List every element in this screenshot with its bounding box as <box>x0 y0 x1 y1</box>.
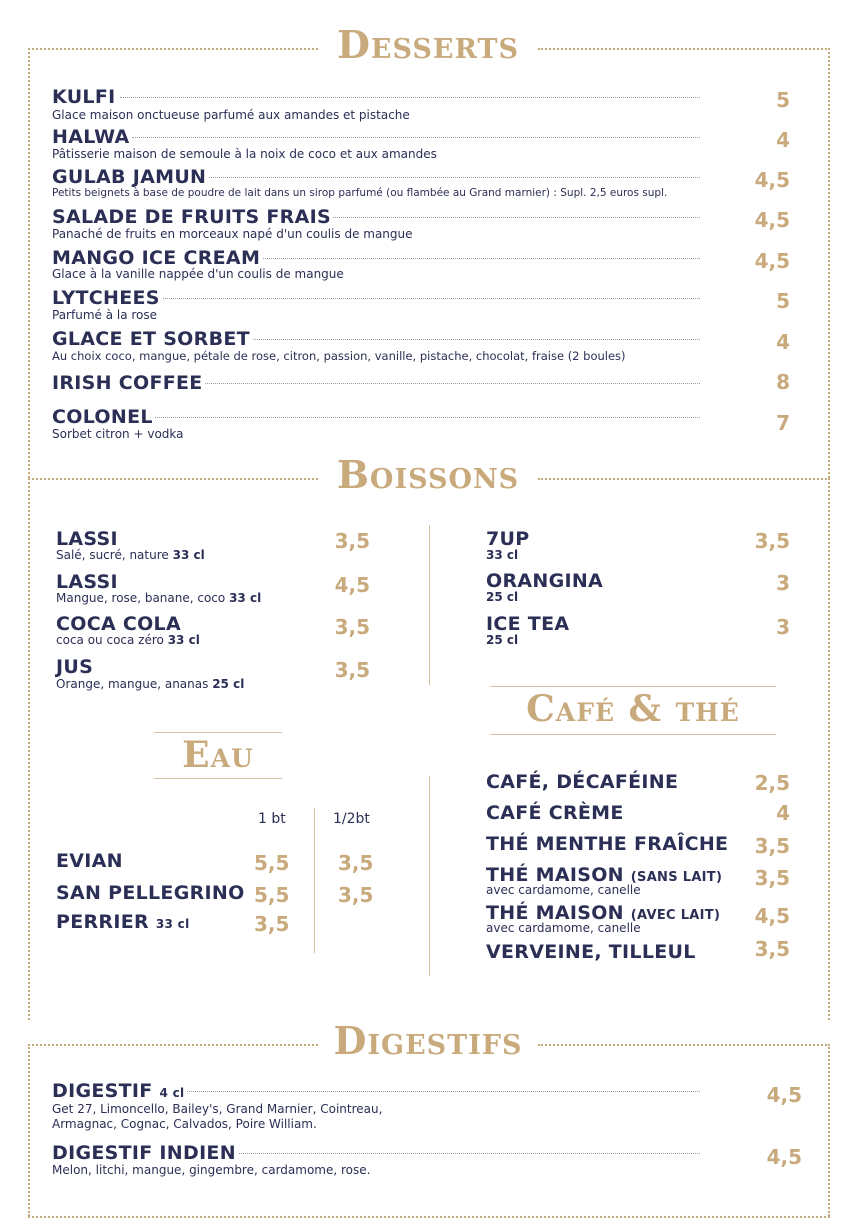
eau-rule-top <box>154 732 282 733</box>
digestif-price: 4,5 <box>766 1145 802 1169</box>
dessert-name: SALADE DE FRUITS FRAIS <box>52 206 331 228</box>
drink-name: JUS <box>56 656 94 678</box>
cafe-price: 4 <box>776 801 790 825</box>
dessert-desc: Petits beignets à base de poudre de lait dans un sirop parfumé (ou flambée au Grand marnier) : Supl. 2,5 euros supl. <box>52 187 668 199</box>
cafe-price: 2,5 <box>754 771 790 795</box>
dessert-name: IRISH COFFEE <box>52 372 203 394</box>
drink-desc: coca ou coca zéro 33 cl <box>56 633 200 647</box>
eau-rule-bottom <box>154 778 282 779</box>
dessert-price: 4,5 <box>754 208 790 232</box>
dessert-price: 5 <box>776 289 790 313</box>
eau-col-header: 1 bt <box>258 811 286 827</box>
section-title-digestifs: Digestifs <box>318 1018 538 1063</box>
digestif-name: DIGESTIF INDIEN <box>52 1142 236 1164</box>
drink-price: 3,5 <box>754 529 790 553</box>
dessert-name: LYTCHEES <box>52 287 160 309</box>
dessert-name: COLONEL <box>52 406 153 428</box>
dessert-desc: Glace maison onctueuse parfumé aux amandes et pistache <box>52 108 410 122</box>
drink-name: ICE TEA <box>486 613 570 635</box>
digestif-price: 4,5 <box>766 1083 802 1107</box>
dessert-desc: Glace à la vanille nappée d'un coulis de mangue <box>52 267 344 281</box>
dessert-price: 7 <box>776 411 790 435</box>
dessert-price: 4,5 <box>754 168 790 192</box>
section-title-eau: Eau <box>182 734 254 776</box>
drink-name: LASSI <box>56 571 118 593</box>
water-name: PERRIER 33 cl <box>56 911 190 933</box>
cafe-divider <box>429 776 430 976</box>
drink-volume: 33 cl <box>486 548 519 562</box>
eau-divider <box>314 808 315 953</box>
cafe-price: 3,5 <box>754 937 790 961</box>
drink-name: LASSI <box>56 528 118 550</box>
dessert-desc: Parfumé à la rose <box>52 308 158 322</box>
section-title-cafe: Café & thé <box>526 688 740 730</box>
cafe-name: THÉ MENTHE FRAÎCHE <box>486 833 729 855</box>
drink-name: 7UP <box>486 528 530 550</box>
drink-name: ORANGINA <box>486 570 604 592</box>
drink-desc: Orange, mangue, ananas 25 cl <box>56 677 245 691</box>
digestif-desc: Get 27, Limoncello, Bailey's, Grand Marnier, Cointreau, <box>52 1102 383 1116</box>
dessert-price: 4,5 <box>754 249 790 273</box>
boissons-divider <box>429 525 430 685</box>
dessert-desc: Sorbet citron + vodka <box>52 427 184 441</box>
cafe-name: THÉ MAISON (AVEC LAIT) <box>486 902 721 924</box>
section-title-desserts: Desserts <box>318 22 538 67</box>
drink-price: 3,5 <box>334 529 370 553</box>
eau-col-header: 1/2bt <box>333 811 370 827</box>
dessert-price: 4 <box>776 128 790 152</box>
drink-desc: Salé, sucré, nature 33 cl <box>56 548 205 562</box>
water-price-half: 3,5 <box>338 883 374 907</box>
dessert-name: GULAB JAMUN <box>52 166 207 188</box>
dessert-price: 8 <box>776 370 790 394</box>
dessert-desc: Panaché de fruits en morceaux napé d'un coulis de mangue <box>52 227 413 241</box>
cafe-price: 4,5 <box>754 904 790 928</box>
water-price-bottle: 3,5 <box>254 912 290 936</box>
water-name: EVIAN <box>56 850 123 872</box>
dessert-name: KULFI <box>52 86 116 108</box>
cafe-name: THÉ MAISON (SANS LAIT) <box>486 864 723 886</box>
drink-desc: Mangue, rose, banane, coco 33 cl <box>56 591 262 605</box>
drink-price: 4,5 <box>334 573 370 597</box>
digestif-desc: Armagnac, Cognac, Calvados, Poire William. <box>52 1117 317 1131</box>
digestif-desc: Melon, litchi, mangue, gingembre, cardamome, rose. <box>52 1163 371 1177</box>
dessert-name: MANGO ICE CREAM <box>52 247 261 269</box>
digestif-name: DIGESTIF 4 cl <box>52 1080 185 1102</box>
cafe-rule-top <box>490 686 776 687</box>
dessert-desc: Au choix coco, mangue, pétale de rose, citron, passion, vanille, pistache, chocolat, fraise (2 boules) <box>52 349 626 363</box>
drink-price: 3,5 <box>334 615 370 639</box>
dessert-name: GLACE ET SORBET <box>52 328 250 350</box>
section-title-boissons: Boissons <box>318 452 538 497</box>
cafe-name: CAFÉ, DÉCAFÉINE <box>486 771 679 793</box>
drink-volume: 25 cl <box>486 633 519 647</box>
cafe-price: 3,5 <box>754 866 790 890</box>
cafe-rule-bottom <box>490 734 776 735</box>
drink-price: 3 <box>776 571 790 595</box>
drink-name: COCA COLA <box>56 613 181 635</box>
cafe-desc: avec cardamome, canelle <box>486 921 641 935</box>
cafe-name: VERVEINE, TILLEUL <box>486 941 696 963</box>
dessert-price: 4 <box>776 330 790 354</box>
dessert-desc: Pâtisserie maison de semoule à la noix de coco et aux amandes <box>52 147 437 161</box>
cafe-price: 3,5 <box>754 834 790 858</box>
cafe-name: CAFÉ CRÈME <box>486 802 624 824</box>
drink-price: 3,5 <box>334 658 370 682</box>
cafe-desc: avec cardamome, canelle <box>486 883 641 897</box>
water-name: SAN PELLEGRINO <box>56 882 245 904</box>
water-price-half: 3,5 <box>338 851 374 875</box>
water-price-bottle: 5,5 <box>254 851 290 875</box>
dessert-name: HALWA <box>52 126 130 148</box>
drink-price: 3 <box>776 615 790 639</box>
water-price-bottle: 5,5 <box>254 883 290 907</box>
drink-volume: 25 cl <box>486 590 519 604</box>
dessert-price: 5 <box>776 88 790 112</box>
